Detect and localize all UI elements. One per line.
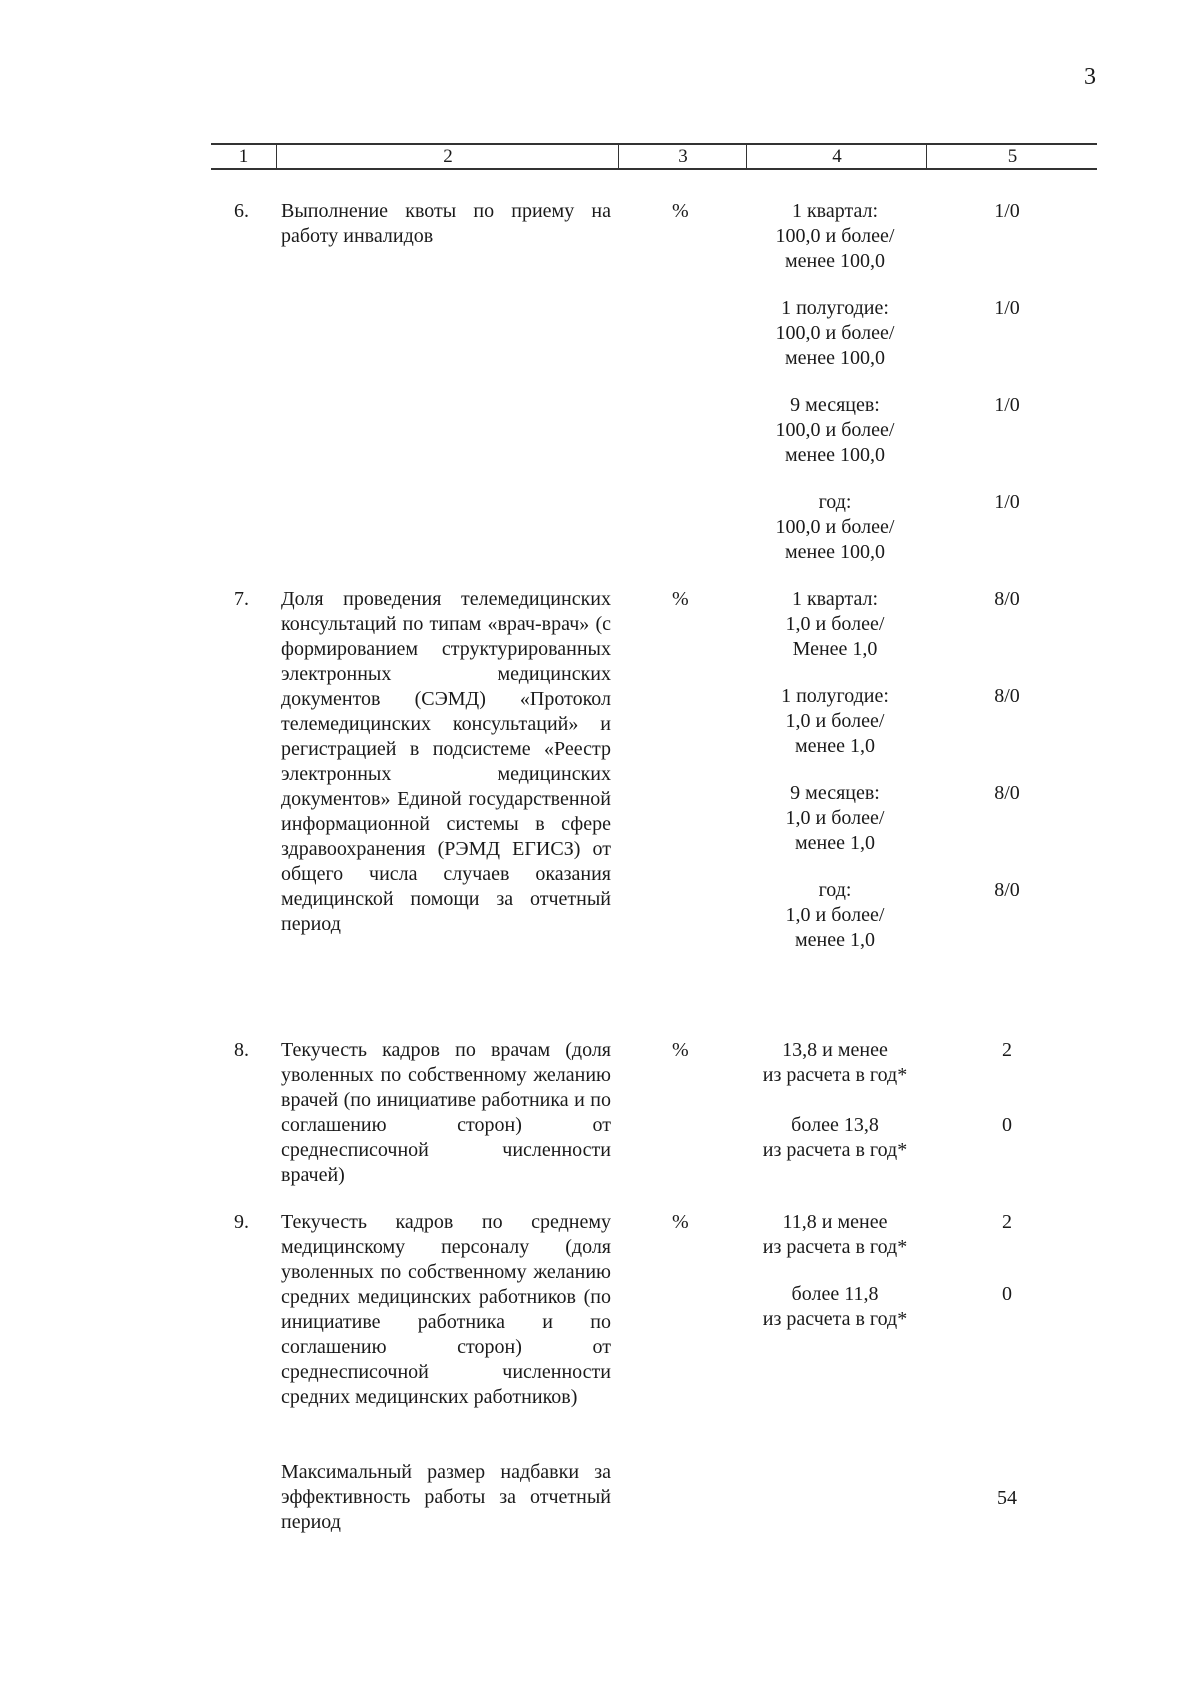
criterion-score: 1/0: [994, 491, 1020, 513]
criterion-score: 8/0: [994, 685, 1020, 707]
total-score: 54: [997, 1487, 1017, 1509]
row-description: Выполнение квоты по приему на работу инвалидов: [281, 200, 611, 247]
criterion-score: 2: [1002, 1211, 1012, 1233]
header-col-4: 4: [746, 145, 927, 168]
criterion-text: более 11,8 из расчета в год*: [762, 1283, 908, 1330]
row-unit: %: [672, 588, 689, 610]
criterion-score: 1/0: [994, 200, 1020, 222]
criterion-text: год: 1,0 и более/ менее 1,0: [785, 879, 885, 951]
row-description: Текучесть кадров по среднему медицинскому персоналу (доля уволенных по собственному желанию средних медицинских работников (по инициативе работника и по соглашению сторон) от среднесписочной численности средних медицинских работников): [281, 1211, 611, 1408]
criterion-score: 1/0: [994, 394, 1020, 416]
criterion-score: 0: [1002, 1114, 1012, 1136]
row-number: 9.: [234, 1211, 249, 1233]
header-col-3: 3: [618, 145, 747, 168]
row-number: 6.: [234, 200, 249, 222]
criterion-score: 2: [1002, 1039, 1012, 1061]
criterion-text: 1 полугодие: 1,0 и более/ менее 1,0: [781, 685, 889, 757]
page-number: 3: [1084, 64, 1096, 90]
criterion-text: более 13,8 из расчета в год*: [762, 1114, 908, 1161]
criterion-score: 8/0: [994, 782, 1020, 804]
row-unit: %: [672, 1211, 689, 1233]
header-col-1: 1: [238, 146, 249, 167]
row-unit: %: [672, 200, 689, 222]
header-col-2: 2: [276, 145, 619, 168]
criterion-score: 0: [1002, 1283, 1012, 1305]
criterion-text: год: 100,0 и более/ менее 100,0: [775, 491, 895, 563]
criterion-text: 1 квартал: 100,0 и более/ менее 100,0: [775, 200, 895, 272]
row-number: 8.: [234, 1039, 249, 1061]
criterion-text: 9 месяцев: 100,0 и более/ менее 100,0: [775, 394, 895, 466]
criterion-text: 11,8 и менее из расчета в год*: [762, 1211, 908, 1258]
total-description: Максимальный размер надбавки за эффективность работы за отчетный период: [281, 1461, 611, 1533]
criterion-text: 1 квартал: 1,0 и более/ Менее 1,0: [785, 588, 885, 660]
criterion-score: 8/0: [994, 588, 1020, 610]
row-number: 7.: [234, 588, 249, 610]
row-description: Доля проведения телемедицинских консультаций по типам «врач-врач» (с формированием структурированных электронных медицинских документов (СЭМД) «Протокол телемедицинских консультаций» и регистрацией в подсистеме «Реестр электронных медицинских документов» Единой государственной информационной системы в сфере здравоохранения (РЭМД ЕГИСЗ) от общего числа случаев оказания медицинской помощи за отчетный период: [281, 588, 611, 935]
criterion-text: 9 месяцев: 1,0 и более/ менее 1,0: [785, 782, 885, 854]
table-header: [211, 143, 1097, 170]
criterion-score: 8/0: [994, 879, 1020, 901]
criterion-text: 13,8 и менее из расчета в год*: [762, 1039, 908, 1086]
header-col-5: 5: [926, 145, 1098, 168]
row-description: Текучесть кадров по врачам (доля уволенных по собственному желанию врачей (по инициативе работника и по соглашению сторон) от среднесписочной численности врачей): [281, 1039, 611, 1186]
criterion-text: 1 полугодие: 100,0 и более/ менее 100,0: [775, 297, 895, 369]
row-unit: %: [672, 1039, 689, 1061]
criterion-score: 1/0: [994, 297, 1020, 319]
